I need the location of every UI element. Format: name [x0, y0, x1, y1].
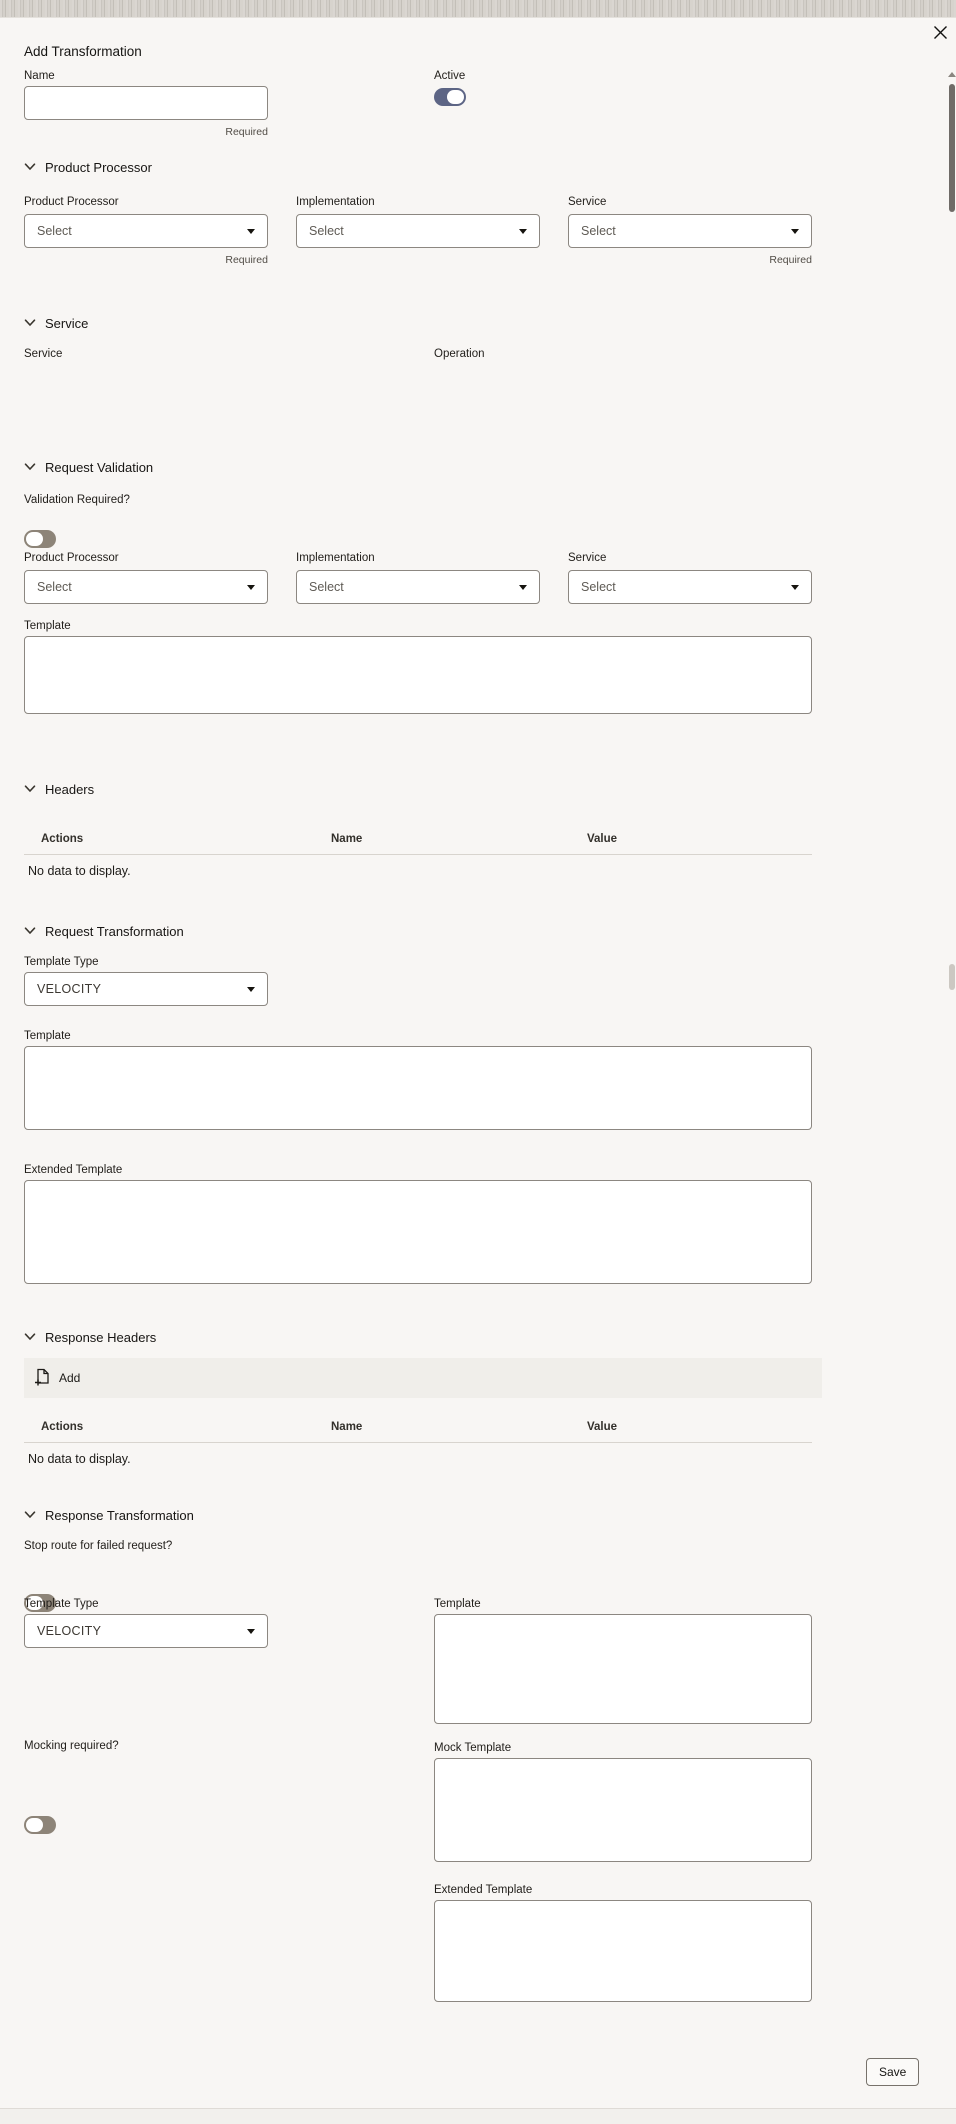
mocking-required-toggle[interactable]	[24, 1816, 56, 1834]
caret-down-icon	[247, 585, 255, 590]
caret-down-icon	[519, 585, 527, 590]
pp-implementation-select[interactable]	[296, 214, 540, 248]
pp-service-required-hint: Required	[769, 254, 812, 266]
caret-down-icon	[247, 1629, 255, 1634]
section-request-transformation[interactable]	[24, 922, 184, 940]
toggle-knob	[26, 1818, 43, 1832]
validation-required-toggle[interactable]	[24, 530, 56, 548]
add-button-label: Add	[59, 1371, 81, 1385]
section-heading: Request Transformation	[45, 923, 184, 939]
caret-down-icon	[247, 987, 255, 992]
rt-extended-template-textarea[interactable]	[24, 1180, 812, 1284]
rst-template-type-select[interactable]	[24, 1614, 268, 1648]
select-placeholder: Select	[309, 224, 344, 238]
scrollbar-thumb[interactable]	[949, 84, 955, 212]
page-title: Add Transformation	[24, 44, 142, 59]
validation-required-label: Validation Required?	[24, 494, 130, 506]
toggle-knob	[26, 532, 43, 546]
chevron-down-icon	[24, 314, 36, 332]
response-headers-toolbar	[24, 1358, 822, 1398]
select-placeholder: Select	[37, 580, 72, 594]
rv-implementation-select[interactable]	[296, 570, 540, 604]
chevron-down-icon	[24, 1328, 36, 1346]
rst-extended-template-textarea[interactable]	[434, 1900, 812, 2002]
pp-product-processor-select[interactable]	[24, 214, 268, 248]
close-button[interactable]	[930, 24, 950, 44]
caret-down-icon	[791, 585, 799, 590]
column-value: Value	[587, 1421, 618, 1433]
rv-template-label: Template	[24, 620, 71, 632]
footer-strip	[0, 2108, 956, 2124]
section-product-processor[interactable]	[24, 158, 152, 176]
rt-template-type-select[interactable]	[24, 972, 268, 1006]
section-response-headers[interactable]	[24, 1328, 156, 1346]
select-placeholder: Select	[581, 580, 616, 594]
scrollbar-secondary-thumb[interactable]	[949, 964, 955, 990]
rt-template-label: Template	[24, 1030, 71, 1042]
pp-service-select[interactable]	[568, 214, 812, 248]
section-heading: Response Transformation	[45, 1507, 194, 1523]
select-value: VELOCITY	[37, 982, 102, 996]
chevron-down-icon	[24, 922, 36, 940]
toggle-knob	[447, 90, 464, 104]
section-request-validation[interactable]	[24, 458, 153, 476]
save-button[interactable]: Save	[866, 2058, 919, 2086]
response-headers-table-header	[24, 1412, 812, 1443]
rst-template-label: Template	[434, 1598, 481, 1610]
section-heading: Headers	[45, 781, 95, 797]
add-document-icon	[34, 1368, 50, 1389]
close-icon	[933, 25, 948, 43]
caret-down-icon	[791, 229, 799, 234]
add-button[interactable]	[34, 1368, 80, 1388]
chevron-down-icon	[24, 1506, 36, 1524]
mock-template-label: Mock Template	[434, 1742, 512, 1754]
pp-implementation-label: Implementation	[296, 196, 375, 208]
select-value: VELOCITY	[37, 1624, 102, 1638]
caret-down-icon	[247, 229, 255, 234]
section-headers[interactable]	[24, 780, 94, 798]
rt-template-textarea[interactable]	[24, 1046, 812, 1130]
section-heading: Response Headers	[45, 1329, 157, 1345]
pp-required-hint: Required	[225, 254, 268, 266]
mock-template-textarea[interactable]	[434, 1758, 812, 1862]
active-label: Active	[434, 70, 466, 82]
chevron-down-icon	[24, 158, 36, 176]
rv-template-textarea[interactable]	[24, 636, 812, 714]
active-toggle[interactable]	[434, 88, 466, 106]
chevron-down-icon	[24, 458, 36, 476]
section-heading: Request Validation	[45, 459, 154, 475]
chevron-down-icon	[24, 780, 36, 798]
stop-route-label: Stop route for failed request?	[24, 1540, 173, 1552]
rt-template-type-label: Template Type	[24, 956, 99, 968]
operation-label: Operation	[434, 348, 485, 360]
caret-down-icon	[519, 229, 527, 234]
rst-template-type-label: Template Type	[24, 1598, 99, 1610]
name-required-hint: Required	[225, 126, 268, 138]
rv-service-label: Service	[568, 552, 607, 564]
select-placeholder: Select	[581, 224, 616, 238]
section-heading: Service	[45, 315, 89, 331]
column-name: Name	[331, 1421, 363, 1433]
select-placeholder: Select	[309, 580, 344, 594]
column-value: Value	[587, 833, 618, 845]
select-placeholder: Select	[37, 224, 72, 238]
rt-extended-template-label: Extended Template	[24, 1164, 123, 1176]
name-input[interactable]	[24, 86, 268, 120]
section-service[interactable]	[24, 314, 88, 332]
rv-product-processor-select[interactable]	[24, 570, 268, 604]
rst-extended-template-label: Extended Template	[434, 1884, 533, 1896]
rst-template-textarea[interactable]	[434, 1614, 812, 1724]
column-name: Name	[331, 833, 363, 845]
column-actions: Actions	[41, 1421, 84, 1433]
scrollbar-up-icon[interactable]	[948, 72, 956, 77]
pp-service-label: Service	[568, 196, 607, 208]
service-label: Service	[24, 348, 63, 360]
section-response-transformation[interactable]	[24, 1506, 194, 1524]
name-label: Name	[24, 70, 55, 82]
rv-product-processor-label: Product Processor	[24, 552, 119, 564]
mocking-required-label: Mocking required?	[24, 1740, 119, 1752]
rv-service-select[interactable]	[568, 570, 812, 604]
section-heading: Product Processor	[45, 159, 152, 175]
background-page-edge	[0, 0, 956, 18]
headers-table-header	[24, 824, 812, 855]
response-headers-empty-message: No data to display.	[28, 1452, 131, 1466]
headers-empty-message: No data to display.	[28, 864, 131, 878]
rv-implementation-label: Implementation	[296, 552, 375, 564]
column-actions: Actions	[41, 833, 84, 845]
pp-product-processor-label: Product Processor	[24, 196, 119, 208]
